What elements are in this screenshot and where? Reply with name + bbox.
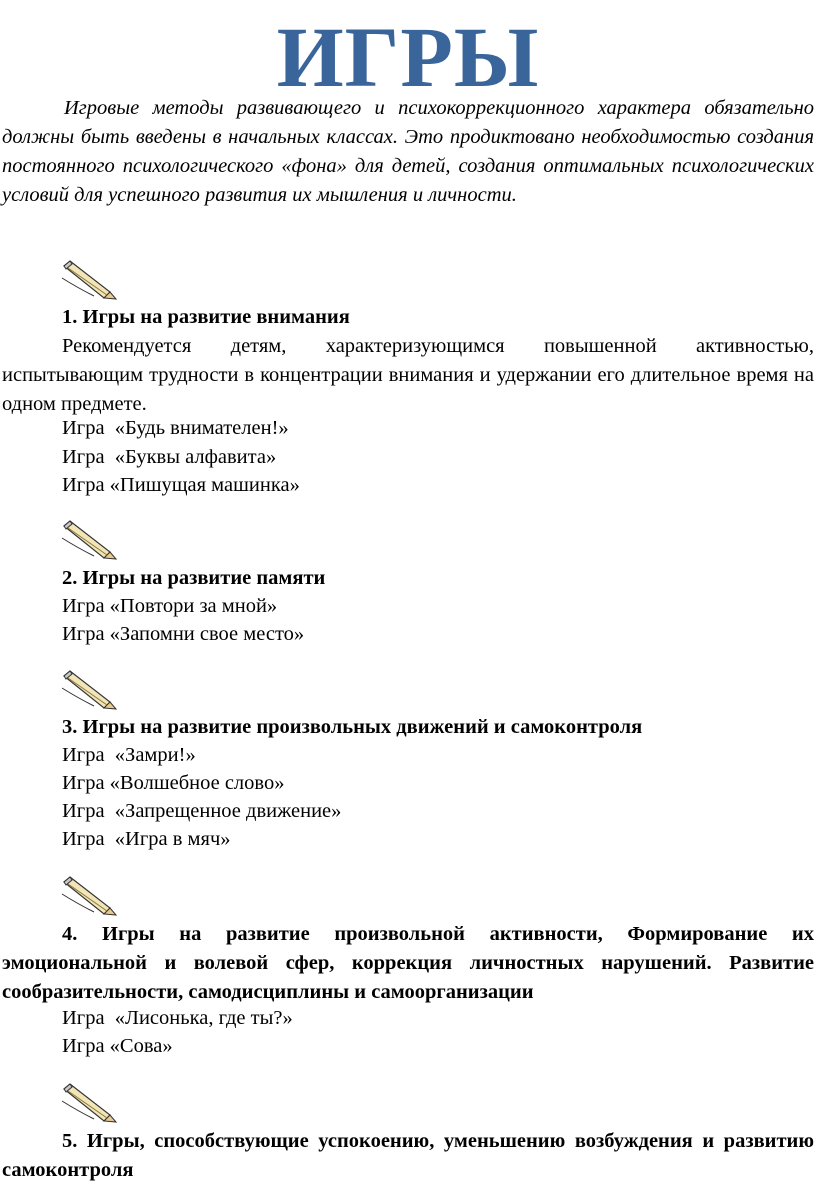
game-item: Игра «Запомни свое место» <box>62 623 305 645</box>
pencil-icon <box>60 258 118 300</box>
game-item: Игра «Буквы алфавита» <box>62 446 277 468</box>
section-3-heading <box>2 713 814 742</box>
section-1-heading <box>2 303 814 332</box>
game-item: Игра «Игра в мяч» <box>62 828 231 850</box>
game-item: Игра «Сова» <box>62 1035 173 1057</box>
pencil-icon <box>60 874 118 916</box>
section-4-heading-text: 4. Игры на развитие произвольной активности, Формирование их эмоциональной и волевой сфер, коррекция личностных нарушений. Развитие сообразительности, самодисциплины и самоорганизации <box>2 923 814 1003</box>
section-3-heading-text: 3. Игры на развитие произвольных движений и самоконтроля <box>62 716 643 738</box>
section-2-heading-text: 2. Игры на развитие памяти <box>62 567 326 589</box>
section-5-heading-text: 5. Игры, способствующие успокоению, уменьшению возбуждения и развитию самоконтроля <box>2 1130 814 1181</box>
pencil-icon <box>60 668 118 710</box>
game-item: Игра «Пишущая машинка» <box>62 474 300 496</box>
game-item: Игра «Повтори за мной» <box>62 595 278 617</box>
section-1-text-content: Рекомендуется детям, характеризующимся повышенной активностью, испытывающим трудности в концентрации внимания и удержании его длительное время на одном предмете. <box>2 335 814 415</box>
section-5-heading <box>2 1127 814 1185</box>
pencil-icon <box>60 1081 118 1123</box>
game-item: Игра «Волшебное слово» <box>62 772 285 794</box>
page-title: ИГРЫ <box>276 9 540 105</box>
game-item: Игра «Будь внимателен!» <box>62 417 289 439</box>
section-1-text <box>2 332 814 419</box>
game-item: Игра «Лисонька, где ты?» <box>62 1007 293 1029</box>
pencil-icon <box>60 518 118 560</box>
intro-text: Игровые методы развивающего и психокоррекционного характера обязательно должны быть введены в начальных классах. Это продиктовано необходимостью создания постоянного психологического «фона» для детей, создания оптимальных психологических условий для успешного развития их мышления и личности. <box>2 97 814 206</box>
section-1-heading-text: 1. Игры на развитие внимания <box>62 306 350 328</box>
intro-paragraph <box>2 94 814 210</box>
game-item: Игра «Замри!» <box>62 744 196 766</box>
game-item: Игра «Запрещенное движение» <box>62 800 342 822</box>
section-4-heading <box>2 920 814 1007</box>
section-2-heading <box>2 564 814 593</box>
